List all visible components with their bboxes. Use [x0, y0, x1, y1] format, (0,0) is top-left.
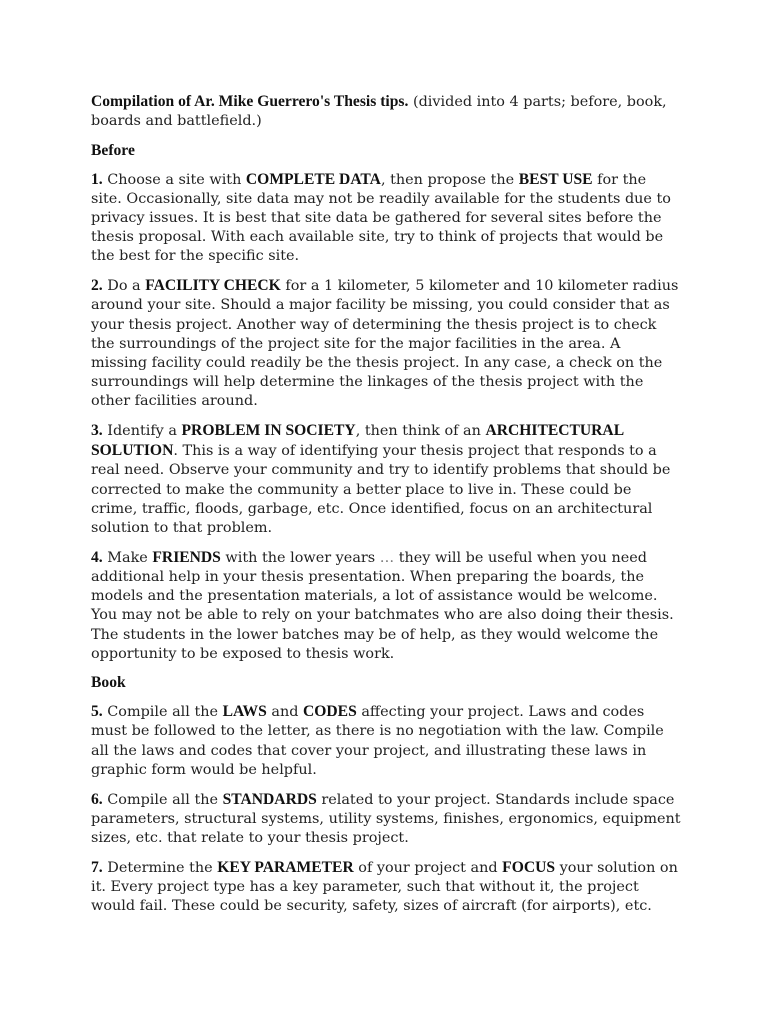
tip-text: , then think of an [355, 423, 486, 440]
tip-keyword: LAWS [222, 703, 267, 721]
tip-keyword: FRIENDS [152, 548, 221, 566]
tip-number: 7. [91, 858, 103, 876]
tip-paragraph [91, 790, 681, 849]
tip-text: Determine the [102, 859, 218, 876]
tip-number: 6. [91, 790, 103, 808]
tip-text: related to your project. Standards include space parameters, structural systems, utility systems, finishes, ergonomics, equipment sizes, etc. that relate to your thesis project. [91, 791, 681, 846]
tip-number: 3. [91, 422, 103, 440]
tip-text: Make [102, 549, 153, 566]
tip-keyword: CODES [303, 703, 357, 721]
section-heading-before: Before [91, 141, 135, 159]
tip-paragraph [91, 276, 681, 411]
tip-keyword: STANDARDS [222, 790, 317, 808]
tip-text: with the lower years [220, 549, 380, 566]
tip-paragraph [91, 421, 681, 538]
tip-keyword: FOCUS [502, 858, 556, 876]
tip-text: they will be useful when you need additional help in your thesis presentation. When preparing the boards, the models and the presentation materials, a lot of assistance would be welcome. You may not be able to rely on your batchmates who are also doing their thesis. The students in the lower batches may be of help, as they would welcome the opportunity to be exposed to thesis work. [91, 549, 674, 662]
tip-keyword: PROBLEM IN SOCIETY [181, 422, 356, 440]
tip-text: . This is a way of identifying your thesis project that responds to a real need. Observe your community and try to identify problems that should be corrected to make the community a better place to live in. These could be crime, traffic, floods, garbage, etc. Once identified, focus on an architectural solution to that problem. [91, 443, 671, 537]
tip-text: Choose a site with [102, 171, 246, 188]
tip-text: your solution on it. Every project type has a key parameter, such that without it, the project would fail. These could be security, safety, sizes of aircraft (for airports), etc. [91, 859, 678, 915]
section-heading-book: Book [91, 674, 126, 692]
tip-text: for a 1 kilometer, 5 kilometer and 10 kilometer radius around your site. Should a major facility be missing, you could consider that as your thesis project. Another way of determining the thesis project is to check the surroundings of the project site for the major facilities in the area. A missing facility could readily be the thesis project. In any case, a check on the surroundings will help determine the linkages of the thesis project with the other facilities around. [91, 278, 679, 410]
tip-keyword: FACILITY CHECK [145, 277, 281, 295]
tip-text: Compile all the [102, 791, 223, 808]
tip-number: 4. [91, 548, 103, 566]
tip-text: Compile all the [102, 704, 223, 721]
tip-number: 2. [91, 277, 103, 295]
tip-text: , then propose the [380, 171, 519, 188]
intro-text: (divided into 4 parts; before, book, boards and battlefield.) [91, 94, 667, 130]
tip-keyword: ARCHITECTURAL SOLUTION [91, 422, 624, 460]
tip-text: affecting your project. Laws and codes must be followed to the letter, as there is no negotiation with the law. Compile all the laws and codes that cover your project, and illustrating these laws in graphic form would be helpful. [91, 704, 664, 778]
tip-keyword: BEST USE [518, 170, 593, 188]
tip-number: 1. [91, 170, 103, 188]
tip-paragraph [91, 548, 681, 664]
tip-ellipsis: … [379, 549, 395, 566]
tip-paragraph [91, 702, 681, 780]
tip-text: Identify a [102, 423, 182, 440]
tip-text: for the site. Occasionally, site data may not be readily available for the students due to privacy issues. It is best that site data be gathered for several sites before the thesis proposal. With each available site, try to think of projects that would be the best for the specific site. [91, 171, 671, 265]
document-page [91, 92, 681, 926]
tip-keyword: KEY PARAMETER [217, 858, 354, 876]
tip-text: Do a [102, 278, 146, 295]
tip-keyword: COMPLETE DATA [245, 170, 381, 188]
tip-text: of your project and [353, 859, 503, 876]
tip-number: 5. [91, 703, 103, 721]
tip-paragraph [91, 858, 681, 917]
intro-paragraph [91, 92, 681, 131]
tip-text: and [266, 704, 304, 721]
document-title: Compilation of Ar. Mike Guerrero's Thesis tips. [91, 93, 409, 110]
tip-paragraph [91, 170, 681, 267]
